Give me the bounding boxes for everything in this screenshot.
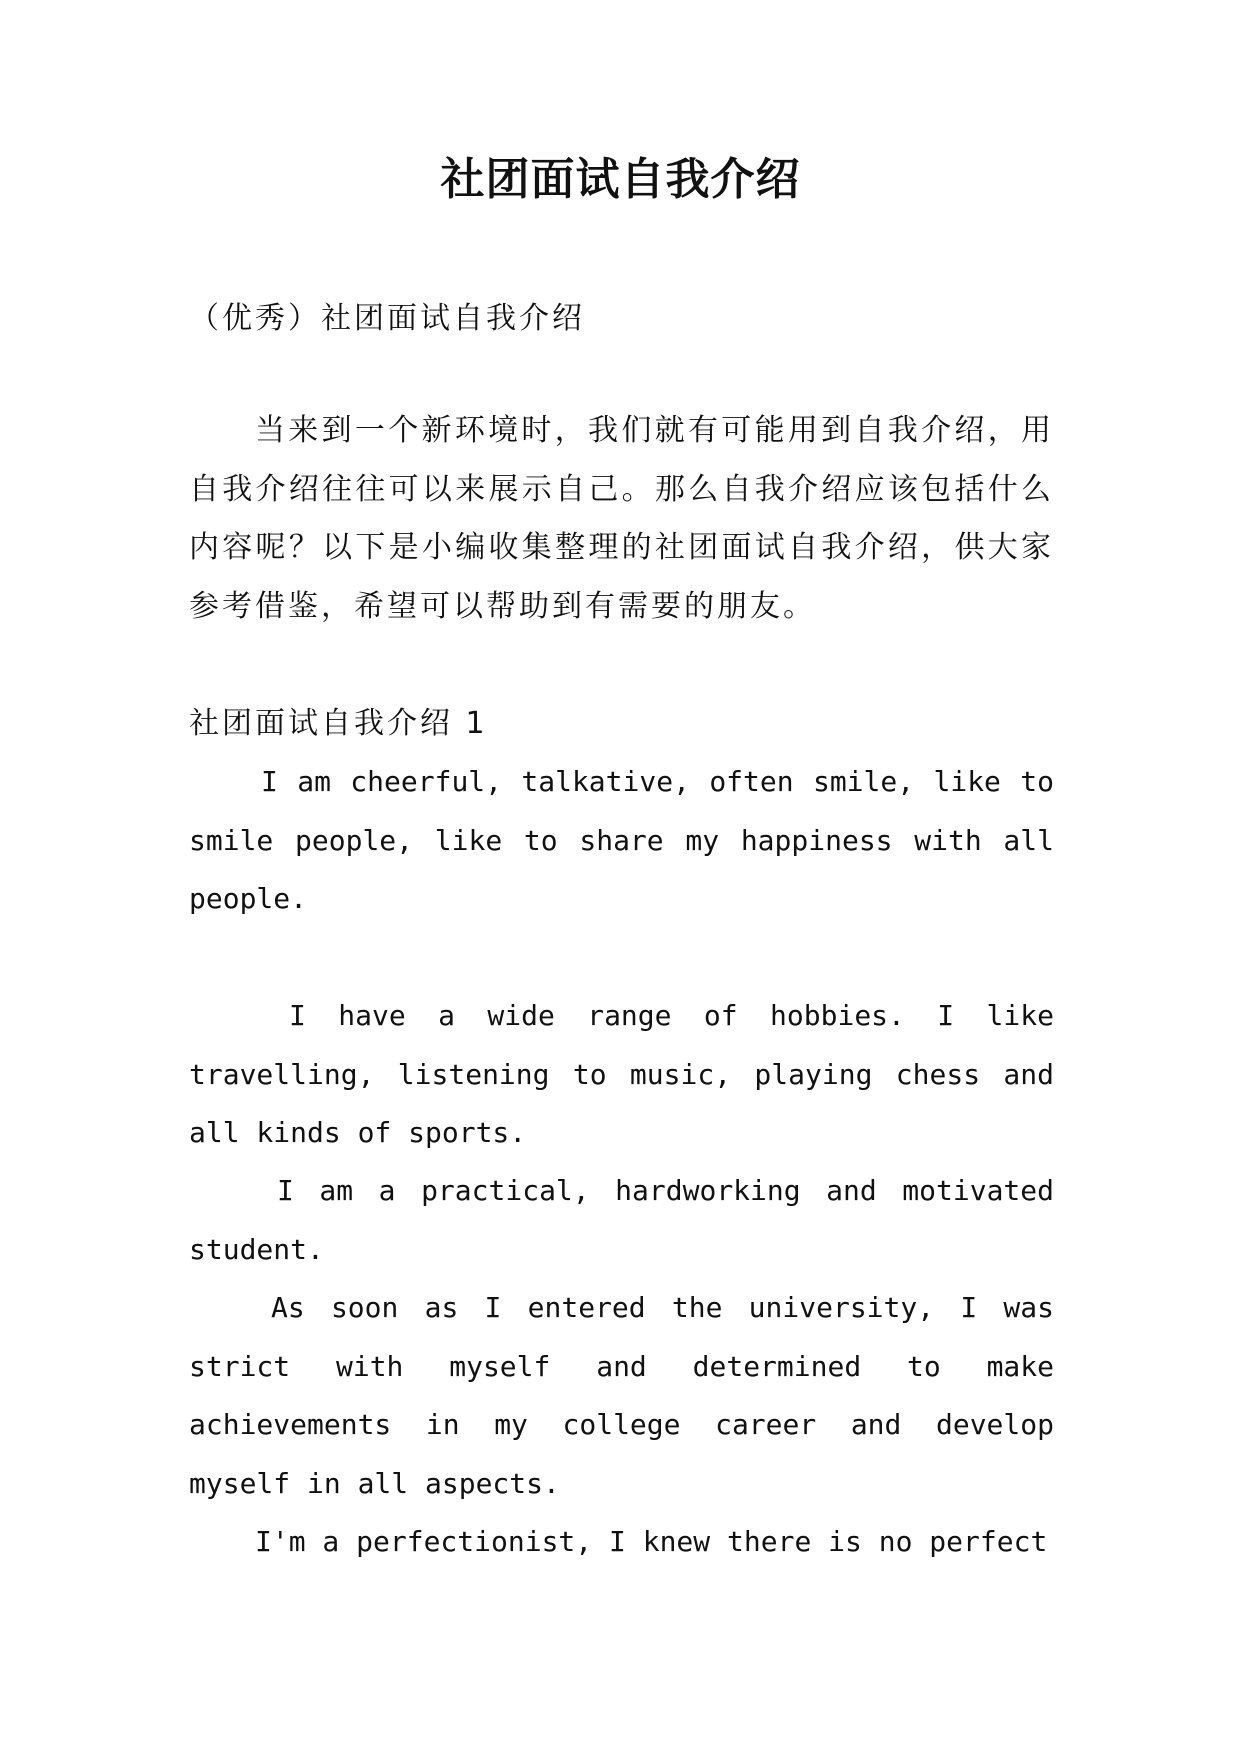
section-heading: 社团面试自我介绍 1 xyxy=(189,706,488,741)
document-subtitle: （优秀）社团面试自我介绍 xyxy=(189,301,585,336)
body-paragraph: I'm a perfectionist, I knew there is no perfect xyxy=(255,1525,1048,1558)
body-paragraph: I have a wide range of hobbies. I like travelling, listening to music, playing chess and all kinds of sports. xyxy=(189,999,1054,1149)
intro-paragraph: 当来到一个新环境时，我们就有可能用到自我介绍，用自我介绍往往可以来展示自己。那么自我介绍应该包括什么内容呢？以下是小编收集整理的社团面试自我介绍，供大家参考借鉴，希望可以帮助到有需要的朋友。 xyxy=(189,413,1054,624)
body-paragraph: As soon as I entered the university, I was strict with myself and determined to make achievements in my college career and develop myself in all aspects. xyxy=(189,1291,1054,1500)
document-title: 社团面试自我介绍 xyxy=(440,154,801,205)
body-paragraph: I am a practical, hardworking and motivated student. xyxy=(189,1174,1054,1266)
body-paragraph: I am cheerful, talkative, often smile, like to smile people, like to share my happiness with all people. xyxy=(189,765,1054,915)
